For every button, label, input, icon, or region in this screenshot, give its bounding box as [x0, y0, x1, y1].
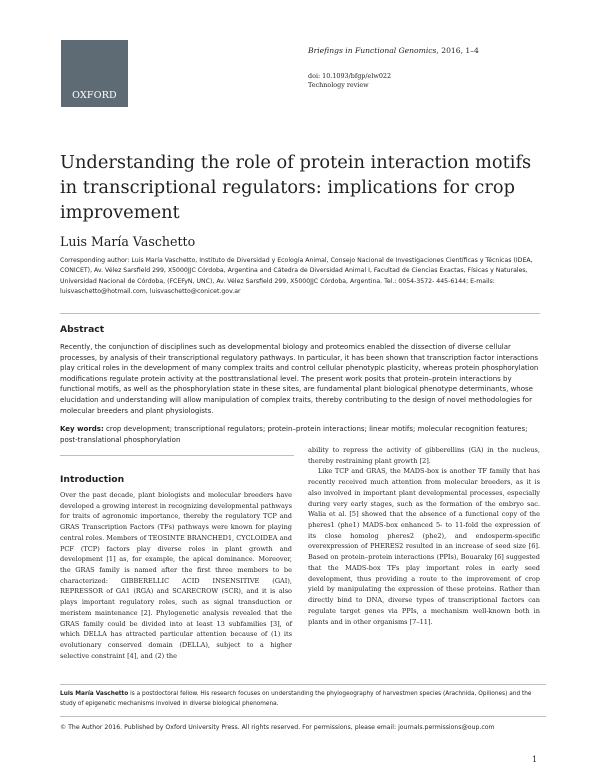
keywords: [60, 424, 546, 445]
article-meta: [308, 72, 391, 90]
doi[interactable]: doi: 10.1093/bfgp/elw022: [308, 72, 392, 80]
author-bio-name: Luis María Vaschetto: [60, 691, 129, 697]
logo-text: OXFORD: [72, 90, 117, 101]
abstract-text: Recently, the conjunction of disciplines such as developmental biology and proteomics enabled the dissection of diverse cellular processes, by analysis of their transcriptional regulatory pathways. In particular, it has been shown that transcription factor interactions play critical roles in the development of many complex traits and control cellular phenotypic plasticity, whereas protein phosphorylation modifications regulate protein activity at the posttranslational level. The present work posits that protein–protein interactions by functional motifs, as well as the phosphorylation state in these sites, are fundamental plant biological phenotype determinants, whose elucidation and understanding will allow manipulation of complex traits, thereby contributing to the design of novel methodologies for molecular breeders and plant physiologists.: [60, 343, 539, 415]
copyright: © The Author 2016. Published by Oxford University Press. All rights reserved. For permissions, please email: journals.permissions@oup.com: [60, 724, 495, 731]
divider-copyright: [60, 716, 546, 717]
divider-top: [60, 313, 540, 314]
abstract-heading: Abstract: [60, 324, 105, 335]
journal-year-pages: , 2016, 1–4: [436, 46, 479, 55]
article-type: Technology review: [308, 81, 369, 89]
column-left: [60, 490, 292, 662]
intro-paragraph-2: ability to repress the activity of gibberellins (GA) in the nucleus, thereby restraining plant growth [2].: [308, 446, 540, 465]
keywords-text: crop development; transcriptional regulators; protein–protein interactions; linear motifs; molecular recognition features; post-translational phosphorylation: [60, 425, 528, 444]
author-bio: [60, 690, 546, 709]
page-number: 1: [532, 755, 538, 764]
column-right: [308, 445, 540, 627]
oxford-logo: [61, 40, 128, 107]
intro-paragraph-1: Over the past decade, plant biologists and molecular breeders have developed a growing interest in recognizing developmental pathways for traits of agronomic importance, thereby the regulatory TCP and GRAS Transcription Factors (TFs) pathways were known for playing central roles. Members of TEOSINTE BRANCHED1, CYCLOIDEA and PCF (TCP) factors play diverse roles in plant growth and development [1] as, for example, the apical dominance. Moreover, the GRAS family is named after the first three members to be characterized: GIBBERELLIC ACID INSENSITIVE (GAI), REPRESSOR of GA1 (RGA) and SCARECROW (SCR), and it is also plays important regulatory roles, such as signal transduction or meristem maintenance [2]. Phylogenetic analysis revealed that the GRAS family could be divided into at least 13 subfamilies [3], of which DELLA has attracted particular attention because of (1) its evolutionary conserved domain (DELLA), subject to a higher selective constraint [4], and (2) the: [60, 491, 292, 660]
keywords-label: Key words:: [60, 425, 104, 433]
intro-paragraph-3: Like TCP and GRAS, the MADS-box is another TF family that has recently received much attention from molecular breeders, as it is also involved in important plant developmental processes, especially during very early stages, such as the formation of the embryo sac. Walia et al. [5] showed that the absence of a functional copy of the pheres1 (phe1) MADS-box enhanced 5- to 11-fold the expression of its close homolog pheres2 (phe2), and endosperm-specific overexpression of PHERES2 resulted in an increase of seed size [6]. Based on protein–protein interactions (PPIs), Bouaraky [6] suggested that the MADS-box TFs play important roles in early seed development, thus providing a route to the improvement of crop yield by manipulating the expression of these proteins. Rather than directly bind to DNA, diverse types of transcriptional factors can regulate target genes via PPIs, a mechanism well-known both in plants and in other organisms [7–11].: [308, 467, 540, 626]
introduction-heading: Introduction: [60, 474, 125, 485]
divider-intro: [60, 455, 294, 456]
divider-footnote: [60, 684, 546, 685]
corresponding-author: Corresponding author: Luis María Vaschetto, Instituto de Diversidad y Ecología Animal, Consejo Nacional de Investigaciones Científicas y Técnicas (IDEA, CONICET), Av. Vélez Sarsfield 299, X5000JJC Córdoba, Argentina and Cátedra de Diversidad Animal I, Facultad de Ciencias Exactas, Físicas y Naturales, Universidad Nacional de Córdoba, (FCEFyN, UNC), Av. Vélez Sarsfield 299, X5000JJC Córdoba, Argentina. Tel.: 0054-3572- 445-6144; E-mails: luisvaschetto@hotmail.com, luisvaschetto@conicet.gov.ar: [60, 257, 533, 296]
journal-name: Briefings in Functional Genomics: [308, 46, 437, 55]
author-bio-text: is a postdoctoral fellow. His research focuses on understanding the phylogeography of harvestmen species (Arachnida, Opiliones) and the study of epigenetic mechanisms involved in diverse biological phenomena.: [60, 691, 532, 707]
article-title: Understanding the role of protein interaction motifs in transcriptional regulators: implications for crop improvement: [60, 152, 532, 223]
author-name: Luis María Vaschetto: [60, 234, 196, 249]
journal-citation: [308, 46, 479, 55]
